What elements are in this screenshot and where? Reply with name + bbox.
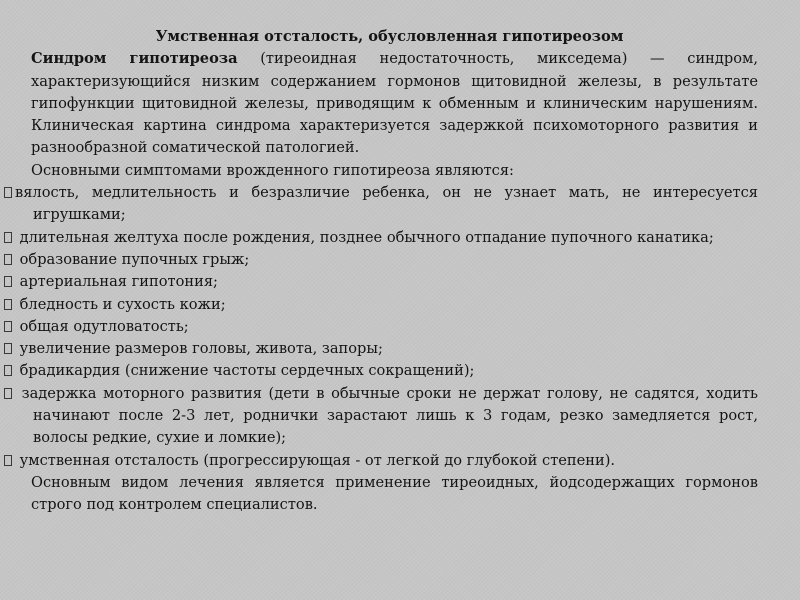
list-item-text: бледность и сухость кожи;	[15, 295, 226, 313]
list-item	[2, 271, 758, 293]
checkbox-bullet-icon	[4, 455, 12, 466]
checkbox-bullet-icon	[4, 321, 12, 332]
list-item	[2, 294, 758, 316]
intro-text: (тиреоидная недостаточность, микседема) — синдром, характеризующийся низким содержанием гормонов щитовидной железы, в результате гипофункции щитовидной железы, приводящим к обменным и клиническим нарушениям. Клиническая картина синдрома характеризуется задержкой психомоторного развития и разнообразной соматической патологией.	[31, 50, 759, 157]
intro-paragraph	[31, 48, 758, 159]
checkbox-bullet-icon	[4, 388, 12, 399]
list-item	[2, 360, 758, 382]
checkbox-bullet-icon	[4, 343, 12, 354]
list-item-text: артериальная гипотония;	[15, 273, 218, 291]
list-item-text: увеличение размеров головы, живота, запоры;	[15, 340, 383, 358]
checkbox-bullet-icon	[4, 187, 12, 198]
checkbox-bullet-icon	[4, 232, 12, 243]
checkbox-bullet-icon	[4, 365, 12, 376]
intro-lead: Синдром гипотиреоза	[31, 50, 238, 68]
list-item-text: общая одутловатость;	[15, 317, 189, 335]
checkbox-bullet-icon	[4, 254, 12, 265]
checkbox-bullet-icon	[4, 276, 12, 287]
list-item	[2, 182, 758, 227]
list-item	[2, 227, 758, 249]
closing-paragraph: Основным видом лечения является применение тиреоидных, йодсодержащих гормонов строго под контролем специалистов.	[31, 473, 758, 514]
list-item	[2, 450, 758, 472]
list-item-text: образование пупочных грыж;	[15, 250, 250, 268]
list-item	[2, 249, 758, 271]
symptoms-list	[15, 182, 758, 472]
list-item	[2, 316, 758, 338]
checkbox-bullet-icon	[4, 299, 12, 310]
list-item-text: длительная желтуха после рождения, позднее обычного отпадание пупочного канатика;	[15, 228, 714, 246]
list-item	[2, 338, 758, 360]
symptoms-intro: Основными симптомами врожденного гипотиреоза являются:	[31, 161, 514, 179]
list-item	[2, 383, 758, 450]
list-item-text: вялость, медлительность и безразличие ребенка, он не узнает мать, не интересуется игрушками;	[15, 184, 758, 224]
slide-title: Умственная отсталость, обусловленная гипотиреозом	[155, 28, 624, 45]
slide-content	[15, 26, 759, 517]
list-item-text: брадикардия (снижение частоты сердечных сокращений);	[15, 362, 475, 380]
list-item-text: задержка моторного развития (дети в обычные сроки не держат голову, не садятся, ходить начинают после 2-3 лет, роднички зарастают лишь к 3 годам, резко замедляется рост, волосы редкие, сухие и ломкие);	[15, 384, 758, 447]
list-item-text: умственная отсталость (прогрессирующая - от легкой до глубокой степени).	[15, 451, 616, 469]
